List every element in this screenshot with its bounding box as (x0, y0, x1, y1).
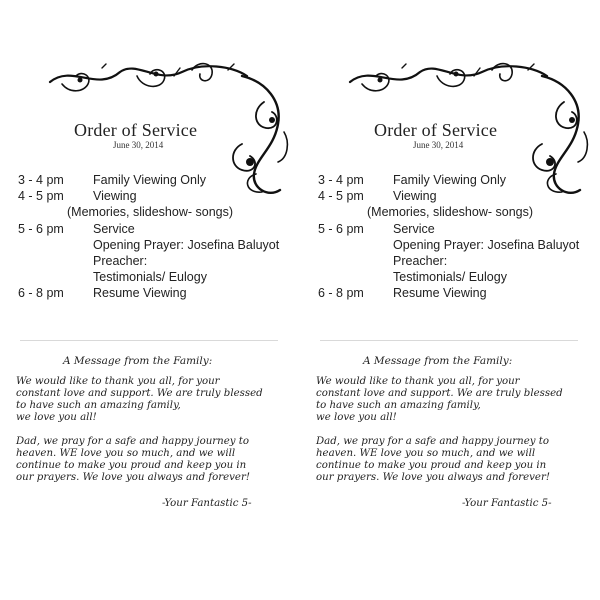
message-line: Dad, we pray for a safe and happy journey to (16, 436, 249, 447)
message-line: our prayers. We love you always and forever! (16, 472, 250, 483)
message-line: We would like to thank you all, for your (16, 376, 220, 387)
schedule-row (318, 221, 588, 237)
schedule-row (318, 253, 588, 269)
message-line: we love you all! (16, 412, 97, 423)
schedule-activity: Viewing (393, 189, 437, 204)
program-date: June 30, 2014 (413, 140, 464, 150)
schedule-row (18, 253, 288, 269)
schedule-activity: Preacher: (93, 253, 148, 268)
schedule-activity: Family Viewing Only (393, 173, 507, 187)
schedule-row (318, 269, 588, 285)
schedule-row (18, 269, 288, 285)
schedule-row (18, 237, 288, 253)
schedule-list (18, 172, 288, 302)
schedule-activity: Testimonials/ Eulogy (393, 270, 507, 285)
schedule-row (18, 221, 288, 237)
message-heading: A Message from the Family: (63, 355, 213, 367)
schedule-activity: Opening Prayer: Josefina Baluyot (393, 237, 580, 252)
schedule-activity: Service (93, 221, 135, 236)
message-line: heaven. WE love you so much, and we will (316, 448, 536, 459)
schedule-row (318, 188, 588, 204)
section-divider (320, 340, 578, 341)
message-line: constant love and support. We are truly blessed (16, 388, 263, 399)
program-date: June 30, 2014 (113, 140, 164, 150)
message-line: heaven. WE love you so much, and we will (16, 448, 236, 459)
message-line: to have such an amazing family, (16, 400, 181, 411)
message-line: constant love and support. We are truly blessed (316, 388, 563, 399)
schedule-row (318, 204, 588, 220)
schedule-note: (Memories, slideshow- songs) (67, 205, 234, 220)
schedule-time: 6 - 8 pm (318, 286, 364, 301)
schedule-list (318, 172, 588, 302)
schedule-time: 4 - 5 pm (318, 189, 364, 204)
schedule-activity: Opening Prayer: Josefina Baluyot (93, 237, 280, 252)
schedule-time: 4 - 5 pm (18, 189, 64, 204)
schedule-row (18, 172, 288, 188)
schedule-row (18, 188, 288, 204)
message-line: We would like to thank you all, for your (316, 376, 520, 387)
family-message (16, 376, 296, 484)
schedule-activity: Viewing (93, 189, 137, 204)
section-divider (20, 340, 278, 341)
schedule-row (18, 204, 288, 220)
schedule-activity: Resume Viewing (393, 286, 487, 301)
schedule-activity: Family Viewing Only (93, 173, 207, 187)
message-signature: -Your Fantastic 5- (162, 498, 252, 509)
message-line: continue to make you proud and keep you in (316, 460, 547, 471)
program-title: Order of Service (74, 120, 198, 140)
schedule-time: 6 - 8 pm (18, 286, 64, 301)
schedule-note: (Memories, slideshow- songs) (367, 205, 534, 220)
schedule-row (318, 237, 588, 253)
schedule-time: 5 - 6 pm (18, 221, 64, 236)
schedule-time: 5 - 6 pm (318, 221, 364, 236)
schedule-row (18, 285, 288, 301)
message-line: we love you all! (316, 412, 397, 423)
message-line: continue to make you proud and keep you in (16, 460, 247, 471)
schedule-activity: Resume Viewing (93, 286, 187, 301)
family-message (316, 376, 596, 484)
schedule-activity: Service (393, 221, 435, 236)
schedule-time: 3 - 4 pm (318, 173, 364, 187)
message-line: our prayers. We love you always and forever! (316, 472, 550, 483)
schedule-activity: Testimonials/ Eulogy (93, 270, 207, 285)
program-title: Order of Service (374, 120, 498, 140)
program-card-right (300, 0, 600, 600)
message-line: to have such an amazing family, (316, 400, 481, 411)
schedule-time: 3 - 4 pm (18, 173, 64, 187)
schedule-row (318, 285, 588, 301)
message-heading: A Message from the Family: (363, 355, 513, 367)
message-line: Dad, we pray for a safe and happy journey to (316, 436, 549, 447)
schedule-activity: Preacher: (393, 253, 448, 268)
message-signature: -Your Fantastic 5- (462, 498, 552, 509)
schedule-row (318, 172, 588, 188)
